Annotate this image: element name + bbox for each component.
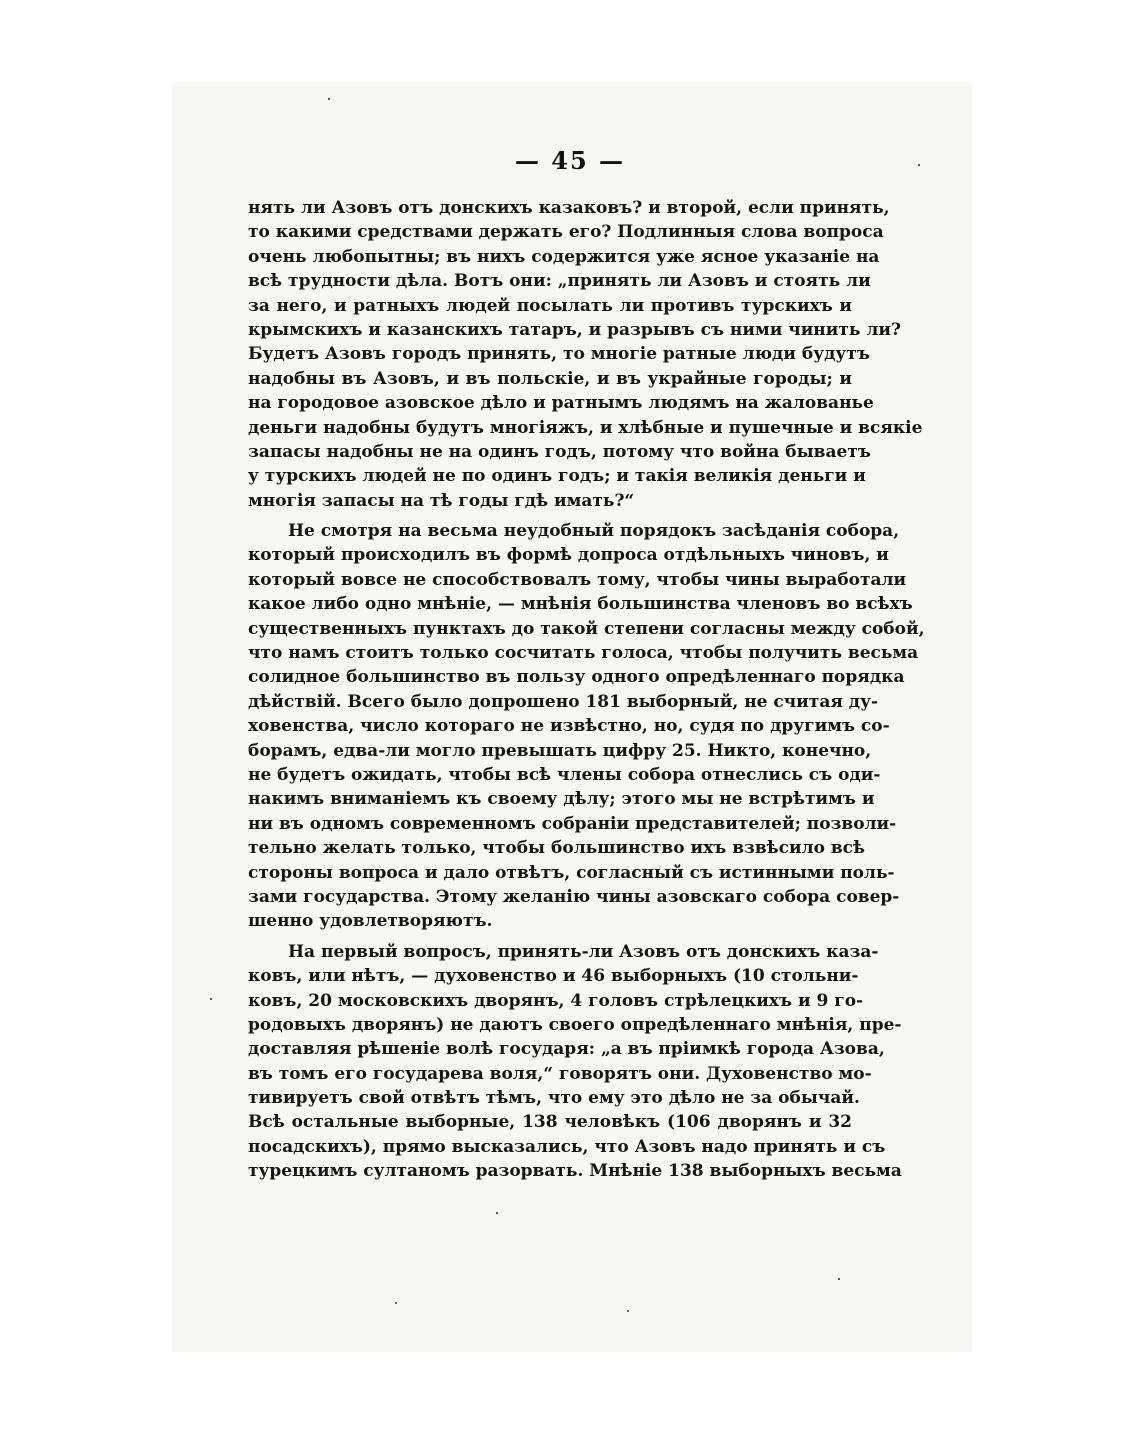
text-line: что намъ стоитъ только сосчитать голоса, чтобы получить весьма	[248, 643, 919, 664]
text-line: всѣ трудности дѣла. Вотъ они: „принять ли Азовъ и стоять ли	[248, 271, 871, 292]
text-line: солидное большинство въ пользу одного опредѣленнаго порядка	[248, 667, 905, 688]
text-line: запасы надобны не на одинъ годъ, потому что война бываетъ	[248, 441, 871, 462]
scan-speck	[395, 1302, 397, 1304]
text-line: шенно удовлетворяютъ.	[248, 911, 493, 932]
scan-speck	[918, 164, 920, 166]
text-line: дѣйствій. Всего было допрошено 181 выборный, не считая ду-	[248, 691, 879, 712]
text-line: стороны вопроса и дало отвѣтъ, согласный съ истинными поль-	[248, 862, 895, 883]
text-line: посадскихъ), прямо высказались, что Азовъ надо принять и съ	[248, 1136, 886, 1157]
text-line: деньги надобны будутъ многіяжъ, и хлѣбные и пушечные и всякіе	[248, 417, 923, 438]
text-line: накимъ вниманіемъ къ своему дѣлу; этого мы не встрѣтимъ и	[248, 789, 875, 810]
paragraph	[248, 519, 925, 934]
text-line: доставляя рѣшеніе волѣ государя: „а въ пріимкѣ города Азова,	[248, 1039, 885, 1060]
paragraph	[248, 940, 902, 1184]
page-number: — 45 —	[514, 146, 626, 175]
scan-speck	[328, 98, 330, 100]
text-line: родовыхъ дворянъ) не даютъ своего опредѣленнаго мнѣнія, пре-	[248, 1014, 902, 1035]
text-line: зами государства. Этому желанію чины азовскаго собора совер-	[248, 886, 900, 907]
text-line: существенныхъ пунктахъ до такой степени согласны между собой,	[248, 618, 925, 639]
text-line: ни въ одномъ современномъ собраніи представителей; позволи-	[248, 813, 897, 834]
body-text	[248, 196, 925, 1184]
scan-speck	[496, 1212, 498, 1214]
text-line: очень любопытны; въ нихъ содержится уже ясное указаніе на	[248, 246, 880, 267]
text-line: На первый вопросъ, принять-ли Азовъ отъ донскихъ каза-	[288, 941, 879, 962]
text-line: въ томъ его государева воля,“ говорятъ они. Духовенство мо-	[248, 1063, 872, 1084]
text-line: борамъ, едва-ли могло превышать цифру 25. Никто, конечно,	[248, 740, 872, 761]
scan-speck	[627, 1310, 629, 1312]
text-line: то какими средствами держать его? Подлинныя слова вопроса	[248, 222, 884, 243]
text-line: на городовое азовское дѣло и ратнымъ людямъ на жалованье	[248, 393, 874, 414]
text-line: ховенства, число котораго не извѣстно, но, судя по другимъ со-	[248, 716, 890, 737]
text-line: турецкимъ султаномъ разорвать. Мнѣніе 138 выборныхъ весьма	[248, 1161, 902, 1182]
text-line: крымскихъ и казанскихъ татаръ, и разрывъ съ ними чинить ли?	[248, 319, 901, 340]
paragraph	[248, 196, 923, 513]
text-line: Всѣ остальные выборные, 138 человѣкъ (106 дворянъ и 32	[248, 1112, 852, 1133]
text-line: какое либо одно мнѣніе, — мнѣнія большинства членовъ во всѣхъ	[248, 594, 913, 615]
text-line: нять ли Азовъ отъ донскихъ казаковъ? и второй, если принять,	[248, 198, 890, 218]
text-line: за него, и ратныхъ людей посылать ли противъ турскихъ и	[248, 295, 852, 316]
scan-speck	[838, 1278, 840, 1280]
text-line: надобны въ Азовъ, и въ польскіе, и въ украйные городы; и	[248, 368, 852, 389]
text-line: Не смотря на весьма неудобный порядокъ засѣданія собора,	[288, 521, 900, 542]
text-line: тельно желать только, чтобы большинство ихъ взвѣсило всѣ	[248, 838, 865, 859]
text-line: тивируетъ свой отвѣтъ тѣмъ, что ему это дѣло не за обычай.	[248, 1088, 860, 1109]
text-line: Будетъ Азовъ городъ принять, то многіе ратные люди будутъ	[248, 344, 870, 365]
scan-speck	[210, 998, 212, 1000]
text-line: который вовсе не способствовалъ тому, чтобы чины выработали	[248, 569, 907, 590]
text-line: ковъ, или нѣтъ, — духовенство и 46 выборныхъ (10 стольни-	[248, 966, 859, 987]
text-line: многія запасы на тѣ годы гдѣ имать?“	[248, 490, 635, 511]
text-line: у турскихъ людей не по одинъ годъ; и такія великія деньги и	[248, 466, 866, 487]
text-line: не будетъ ожидать, чтобы всѣ члены собора отнеслись съ оди-	[248, 764, 881, 785]
text-line: ковъ, 20 московскихъ дворянъ, 4 головъ стрѣлецкихъ и 9 го-	[248, 990, 864, 1011]
text-line: который происходилъ въ формѣ допроса отдѣльныхъ чиновъ, и	[248, 545, 889, 566]
